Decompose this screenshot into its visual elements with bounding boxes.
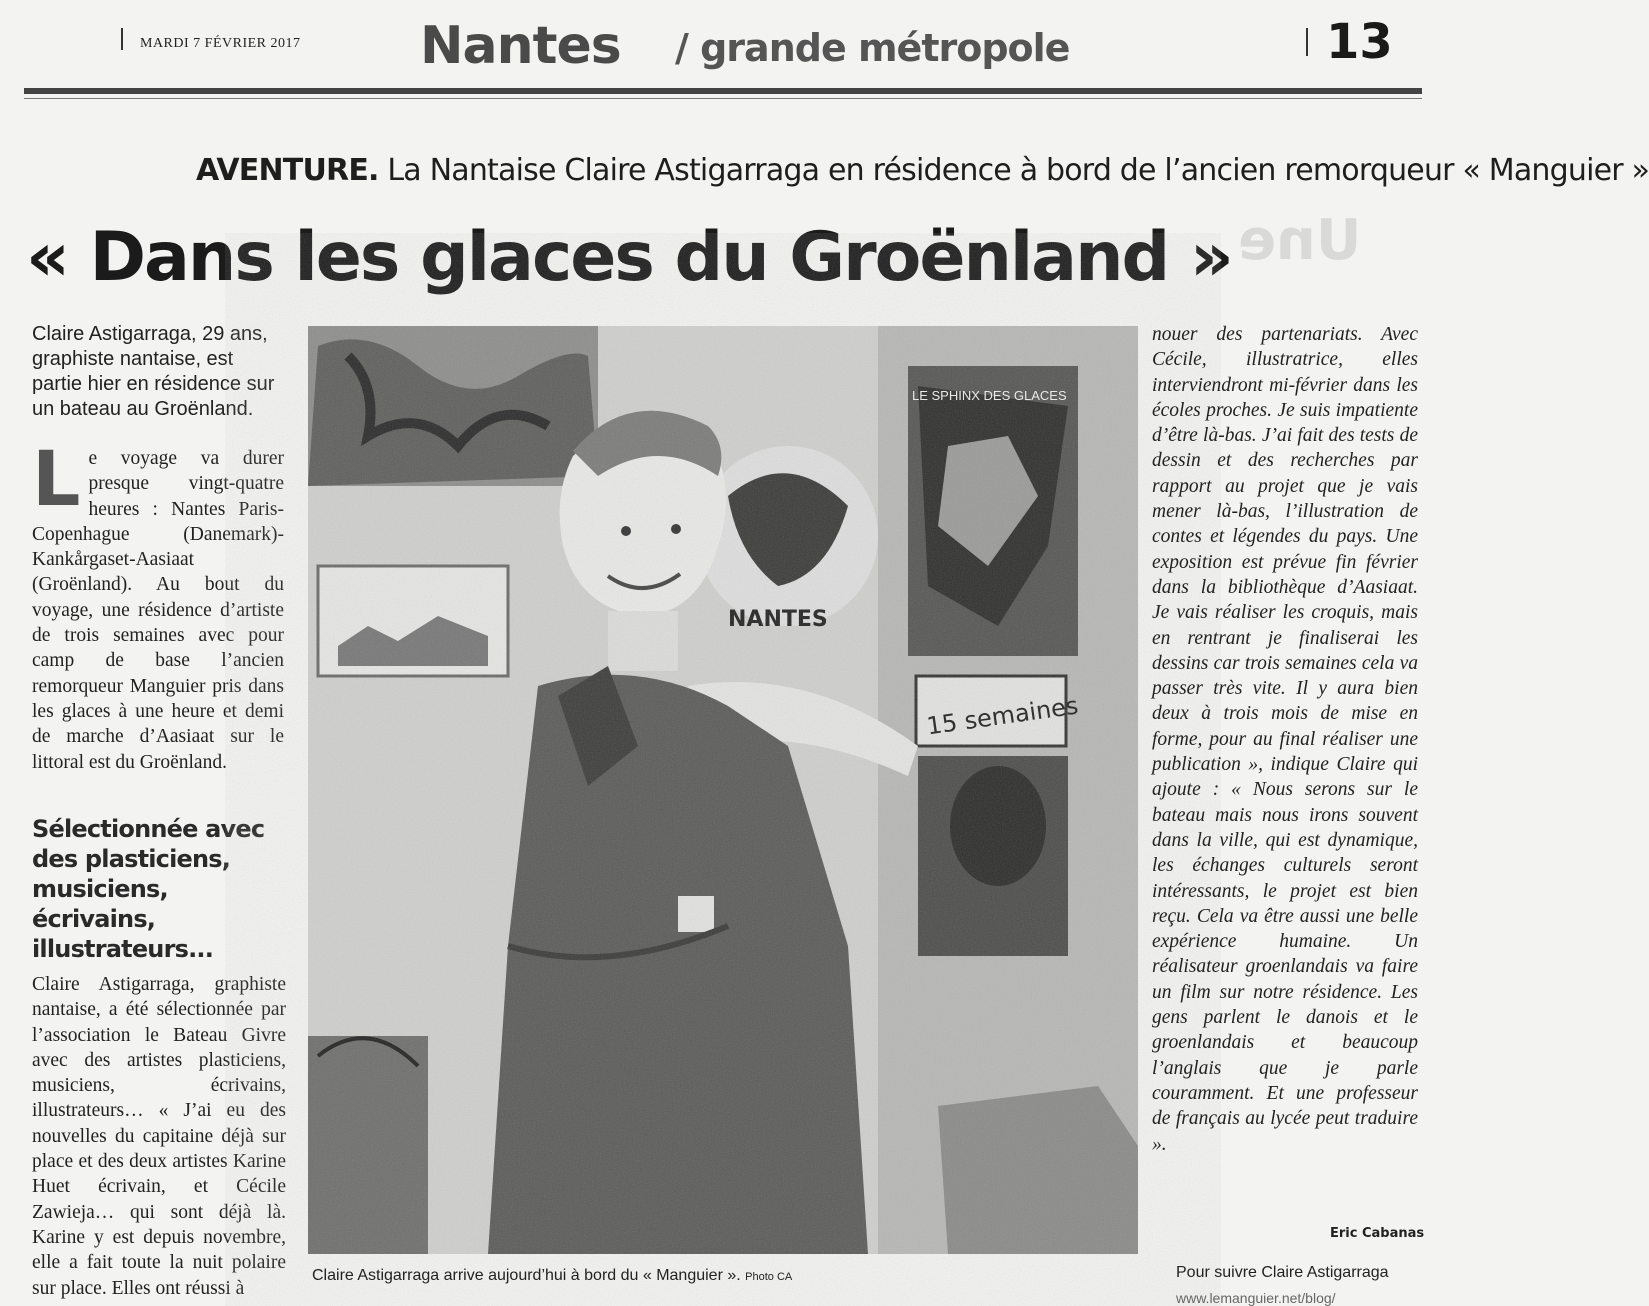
header-rule	[24, 88, 1422, 94]
photo-caption-text: Claire Astigarraga arrive aujourd’hui à bord du « Manguier ».	[312, 1267, 741, 1284]
bleed-through-text: Une	[1238, 208, 1362, 273]
kicker-label: AVENTURE.	[196, 153, 379, 188]
article-body-col3: nouer des partenariats. Avec Cécile, illustratrice, elles interviendront mi-février dans les écoles proches. Je suis impatiente d’être là-bas. J’ai fait des tests de dessin et des recherches par rapport au projet que je vais mener là-bas, l’illustration de contes et légendes du pays. Une exposition est prévue fin février dans la bibliothèque d’Aasiaat. Je vais réaliser les croquis, mais en rentrant je finaliserai les dessins car trois semaines cela va passer très vite. Il y aura bien deux à trois mois de mise en forme, pour au final réaliser une publication », indique Claire qui ajoute : « Nous serons sur le bateau mais nous irons souvent dans la ville, qui est dynamique, les échanges culturels seront intéressants, le projet est bien reçu. Cela va être aussi une belle expérience humaine. Un réalisateur groenlandais va faire un film sur notre résidence. Les gens parlent le danois et le groenlandais et beaucoup l’anglais que je parle couramment. Et une professeur de français au lycée peut traduire ».	[1152, 324, 1418, 1155]
photo-credit: Photo CA	[745, 1271, 793, 1283]
header-divider	[121, 28, 123, 50]
section-city: Nantes	[420, 16, 621, 76]
photo-caption	[312, 1267, 792, 1285]
article-title: « Dans les glaces du Groënland »	[26, 218, 1232, 297]
section-name: / grande métropole	[675, 26, 1070, 70]
article-body-intro	[32, 434, 284, 775]
drop-cap: L	[32, 434, 81, 523]
kicker-text: La Nantaise Claire Astigarraga en résidence à bord de l’ancien remorqueur « Manguier »	[387, 153, 1649, 188]
byline: Eric Cabanas	[1330, 1226, 1425, 1241]
header-rule-thin	[24, 98, 1422, 99]
article-photo	[308, 326, 1138, 1254]
page-number-divider	[1306, 28, 1308, 56]
photo-illustration	[308, 326, 1138, 1254]
issue-date: MARDI 7 FÉVRIER 2017	[140, 36, 301, 51]
article-subhead: Sélectionnée avec des plasticiens, musiciens, écrivains, illustrateurs...	[32, 815, 265, 963]
body-intro-text: e voyage va durer presque vingt-quatre heures : Nantes Paris-Copenhague (Danemark)-Kankårgaset-Aasiaat (Groënland). Au bout du voyage, une résidence d’artiste de trois semaines avec pour camp de base l’ancien remorqueur Manguier pris dans les glaces à une heure et demi de marche d’Aasiaat sur le littoral est du Groënland.	[32, 448, 284, 773]
article-lede: Claire Astigarraga, 29 ans, graphiste nantaise, est partie hier en résidence sur un bateau au Groënland.	[32, 323, 275, 420]
page-number: 13	[1326, 14, 1393, 70]
follow-note: Pour suivre Claire Astigarraga	[1176, 1264, 1389, 1281]
article-body-col1: Claire Astigarraga, graphiste nantaise, a été sélectionnée par l’association le Bateau Givre avec des artistes plasticiens, musiciens, écrivains, illustrateurs… « J’ai eu des nouvelles du capitaine déjà sur place et des deux artistes Karine Huet écrivain, et Cécile Zawieja… qui sont déjà là. Karine y est depuis novembre, elle a fait toute la nuit polaire sur place. Elles ont réussi à	[32, 974, 286, 1299]
kicker	[196, 153, 1649, 188]
blog-link[interactable]: www.lemanguier.net/blog/	[1176, 1290, 1336, 1306]
